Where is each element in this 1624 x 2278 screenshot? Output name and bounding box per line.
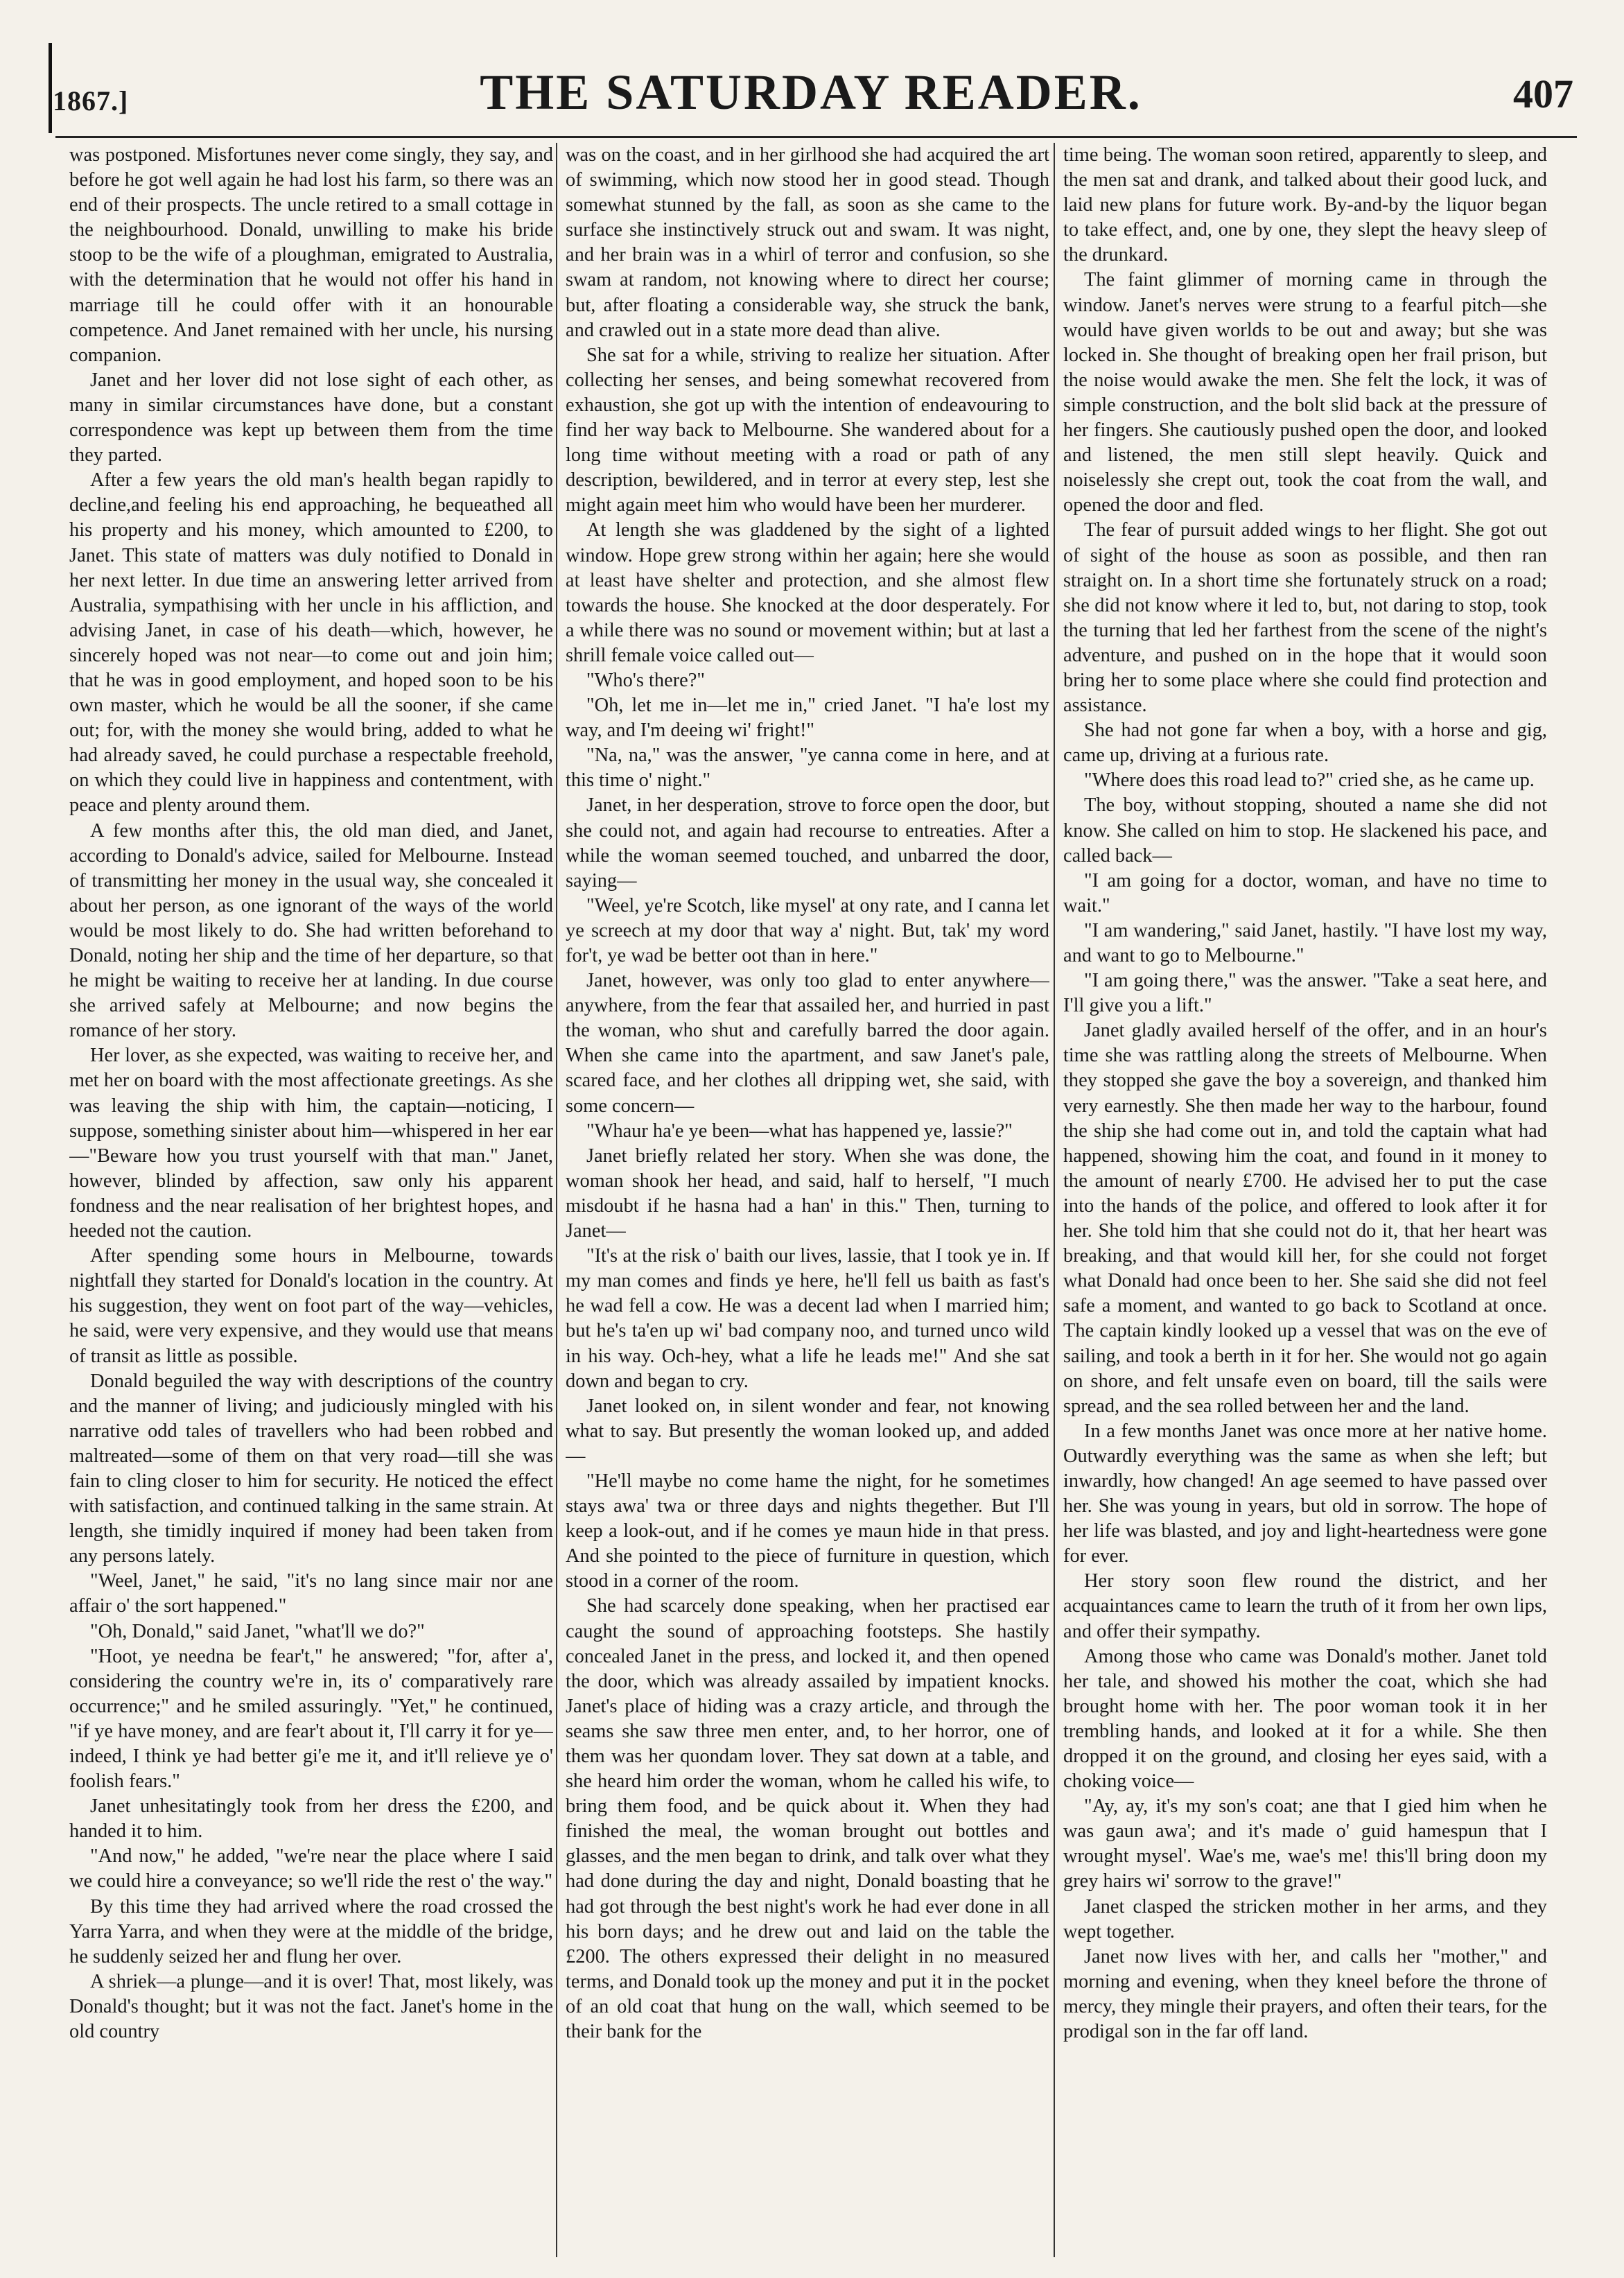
paragraph: Janet now lives with her, and calls her "mother," and morning and evening, when they kneel before the throne of mercy, they mingle their prayers, and often their tears, for the prodigal son in the far off land.: [1063, 1945, 1547, 2043]
paragraph: was postponed. Misfortunes never come singly, they say, and before he got well again he had lost his farm, so there was an end of their prospects. The uncle retired to a small cottage in the neighbourhood. Donald, unwilling to make his bride stoop to be the wife of a ploughman, emigrated to Australia, with the determination that he would not offer his hand in marriage till he could offer with it an honourable competence. And Janet remained with her uncle, his nursing companion.: [69, 144, 553, 366]
page-number: 407: [1513, 71, 1573, 116]
paragraph: time being. The woman soon retired, apparently to sleep, and the men sat and drank, and talked about their good luck, and laid new plans for future work. By-and-by the liquor began to take effect, and, one by one, they slept the heavy sleep of the drunkard.: [1063, 144, 1547, 266]
column-divider-2: [1054, 143, 1055, 2257]
paragraph: Janet looked on, in silent wonder and fear, not knowing what to say. But presently the woman looked up, and added—: [566, 1395, 1049, 1467]
paragraph: "Weel, Janet," he said, "it's no lang since mair nor ane affair o' the sort happened.": [69, 1570, 553, 1617]
paragraph: "Ay, ay, it's my son's coat; ane that I gied him when he was gaun awa'; and it's made o' guid hamespun that I wrought mysel'. Wae's me, wae's me! this'll bring doon my grey hairs wi' sorrow to the grave!": [1063, 1796, 1547, 1893]
paragraph: Donald beguiled the way with descriptions of the country and the manner of living; and judiciously mingled with his narrative odd tales of travellers who had been robbed and maltreated—some of them on that very road—till she was fain to cling closer to him for security. He noticed the effect with satisfaction, and continued talking in the same strain. At length, she timidly inquired if money had been taken from any persons lately.: [69, 1370, 553, 1567]
paragraph: By this time they had arrived where the road crossed the Yarra Yarra, and when they were at the middle of the bridge, he suddenly seized her and flung her over.: [69, 1895, 553, 1967]
paragraph: "I am going for a doctor, woman, and have no time to wait.": [1063, 869, 1547, 916]
paragraph: A shriek—a plunge—and it is over! That, most likely, was Donald's thought; but it was not the fact. Janet's home in the old country: [69, 1970, 553, 2043]
paragraph: Janet gladly availed herself of the offer, and in an hour's time she was rattling along the streets of Melbourne. When they stopped she gave the boy a sovereign, and thanked him very earnestly. She then made her way to the harbour, found the ship she had come out in, and told the captain what had happened, showing him the coat, and found in it money to the amount of nearly £700. He advised her to put the case into the hands of the police, and offered to look after it for her. She told him that she could not do it, that her heart was breaking, and that would kill her, for she could not forget what Donald had once been to her. She said she did not feel safe a moment, and wanted to go back to Scotland at once. The captain kindly looked up a vessel that was on the eve of sailing, and took a berth in it for her. She would not go again on shore, and felt unsafe even on board, till the sails were spread, and the sea rolled between her and the land.: [1063, 1020, 1547, 1417]
paragraph: She had not gone far when a boy, with a horse and gig, came up, driving at a furious rate.: [1063, 720, 1547, 767]
paragraph: In a few months Janet was once more at her native home. Outwardly everything was the same as when she left; but inwardly, how changed! An age seemed to have passed over her. She was young in years, but old in sorrow. The hope of her life was blasted, and joy and light-heartedness were gone for ever.: [1063, 1420, 1547, 1567]
paragraph: "Who's there?": [586, 669, 705, 691]
paragraph: "Whaur ha'e ye been—what has happened ye, lassie?": [586, 1120, 1013, 1142]
paragraph: At length she was gladdened by the sight of a lighted window. Hope grew strong within her again; here she would at least have shelter and protection, and she almost flew towards the house. She knocked at the door desperately. For a while there was no sound or movement within; but at last a shrill female voice called out—: [566, 519, 1049, 666]
paragraph: After spending some hours in Melbourne, towards nightfall they started for Donald's location in the country. At his suggestion, they went on foot part of the way—vehicles, he said, were very expensive, and they would use that means of transit as little as possible.: [69, 1245, 553, 1367]
paragraph: The boy, without stopping, shouted a name she did not know. She called on him to stop. He slackened his pace, and called back—: [1063, 794, 1547, 867]
paragraph: "Where does this road lead to?" cried she, as he came up.: [1084, 770, 1535, 792]
paragraph: Her lover, as she expected, was waiting to receive her, and met her on board with the most affectionate greetings. As she was leaving the ship with him, the captain—noticing, I suppose, something sinister about him—whispered in her ear—"Beware how you trust yourself with that man." Janet, however, blinded by affection, saw only his apparent fondness and the near realisation of her brightest hopes, and heeded not the caution.: [69, 1045, 553, 1242]
paragraph: Janet clasped the stricken mother in her arms, and they wept together.: [1063, 1895, 1547, 1942]
header-rule: [55, 136, 1577, 138]
paragraph: "Oh, let me in—let me in," cried Janet. "I ha'e lost my way, and I'm deeing wi' fright!": [566, 695, 1049, 742]
paragraph: The fear of pursuit added wings to her flight. She got out of sight of the house as soon as possible, and then ran straight on. In a short time she fortunately struck on a road; she did not know where it led to, but, not daring to stop, took the turning that led her farthest from the scene of the night's adventure, and pushed on in the hope that it would soon bring her to some place where she could find protection and assistance.: [1063, 519, 1547, 717]
paragraph: "Oh, Donald," said Janet, "what'll we do?": [90, 1620, 425, 1642]
column-1: [69, 143, 553, 2257]
publication-title: THE SATURDAY READER.: [480, 64, 1142, 120]
paragraph: Janet, in her desperation, strove to force open the door, but she could not, and again had recourse to entreaties. After a while the woman seemed touched, and unbarred the door, saying—: [566, 794, 1049, 892]
paragraph: "I am wandering," said Janet, hastily. "I have lost my way, and want to go to Melbourne.": [1063, 919, 1547, 966]
paragraph: After a few years the old man's health began rapidly to decline,and feeling his end approaching, he bequeathed all his property and his money, which amounted to £200, to Janet. This state of matters was duly notified to Donald in her next letter. In due time an answering letter arrived from Australia, sympathising with her uncle in his affliction, and advising Janet, in case of his death—which, however, he sincerely hoped was not near—to come out and join him; that he was in good employment, and hoped soon to be his own master, which he would be all the sooner, if she came out; for, with the money she would bring, added to what he had already saved, he could purchase a respectable freehold, on which they could live in happiness and contentment, with peace and plenty around them.: [69, 469, 553, 817]
paragraph: Janet and her lover did not lose sight of each other, as many in similar circumstances have done, but a constant correspondence was kept up between them from the time they parted.: [69, 369, 553, 467]
paragraph: Janet briefly related her story. When she was done, the woman shook her head, and said, half to herself, "I much misdoubt if he hasna had a han' in this." Then, turning to Janet—: [566, 1145, 1049, 1242]
paragraph: Her story soon flew round the district, and her acquaintances came to learn the truth of it from her own lips, and offer their sympathy.: [1063, 1570, 1547, 1642]
paragraph: "And now," he added, "we're near the place where I said we could hire a conveyance; so we'll ride the rest o' the way.": [69, 1845, 553, 1893]
paragraph: The faint glimmer of morning came in through the window. Janet's nerves were strung to a fearful pitch—she would have given worlds to be out and away; but she was locked in. She thought of breaking open her frail prison, but the noise would awake the men. She felt the lock, it was of simple construction, and the bolt slid back at the pressure of her fingers. She cautiously pushed open the door, and looked and listened, the men still slept heavily. Quick and noiselessly she crept out, took the coat from the wall, and opened the door and fled.: [1063, 269, 1547, 516]
paragraph: "Hoot, ye needna be fear't," he answered; "for, after a', considering the country we're in, its o' comparatively rare occurrence;" and he smiled assuringly. "Yet," he continued, "if ye have money, and are fear't about it, I'll carry it for ye—indeed, I think ye had better gi'e me it, and it'll relieve ye o' foolish fears.": [69, 1645, 553, 1793]
paragraph: A few months after this, the old man died, and Janet, according to Donald's advice, sailed for Melbourne. Instead of transmitting her money in the usual way, she concealed it about her person, as one ignorant of the ways of the world would be most likely to do. She had written beforehand to Donald, noting her ship and the time of her departure, so that he might be waiting to receive her at landing. In due course she arrived safely at Melbourne; and now begins the romance of her story.: [69, 819, 553, 1042]
paragraph: She had scarcely done speaking, when her practised ear caught the sound of approaching footsteps. She hastily concealed Janet in the press, and locked it, and then opened the door, which was already assailed by impatient knocks. Janet's place of hiding was a crazy article, and through the seams she saw three men enter, and, to her horror, one of them was her quondam lover. They sat down at a table, and she heard him order the woman, whom he called his wife, to bring them food, and be quick about it. When they had finished the meal, the woman brought out bottles and glasses, and the men began to drink, and talk over what they had done during the day and night, Donald boasting that he had got through the best night's work he had ever done in all his born days; and he drew out and laid on the table the £200. The others expressed their delight in no measured terms, and Donald took up the money and put it in the pocket of an old coat that hung on the wall, which seemed to be their bank for the: [566, 1595, 1049, 2043]
paragraph: "I am going there," was the answer. "Take a seat here, and I'll give you a lift.": [1063, 970, 1547, 1017]
paragraph: "It's at the risk o' baith our lives, lassie, that I took ye in. If my man comes and finds ye here, he'll fell us baith as fast's he wad fell a cow. He was a decent lad when I married him; but he's ta'en up wi' bad company noo, and turned unco wild in his way. Och-hey, what a life he leads me!" And she sat down and began to cry.: [566, 1245, 1049, 1392]
paragraph: Among those who came was Donald's mother. Janet told her tale, and showed his mother the coat, which she had brought home with her. The poor woman took it in her trembling hands, and looked at it for a while. She then dropped it on the ground, and closing her eyes said, with a choking voice—: [1063, 1645, 1547, 1793]
paragraph: "Na, na," was the answer, "ye canna come in here, and at this time o' night.": [566, 745, 1049, 792]
paragraph: Janet unhesitatingly took from her dress the £200, and handed it to him.: [69, 1796, 553, 1843]
paragraph: Janet, however, was only too glad to enter anywhere—anywhere, from the fear that assailed her, and hurried in past the woman, who shut and carefully barred the door again. When she came into the apartment, and saw Janet's pale, scared face, and her clothes all dripping wet, she said, with some concern—: [566, 970, 1049, 1117]
column-divider-1: [556, 143, 557, 2257]
column-3: [1063, 143, 1547, 2257]
header-date: 1867.]: [53, 85, 129, 116]
paragraph: "Weel, ye're Scotch, like mysel' at ony rate, and I canna let ye screech at my door that way a' night. But, tak' my word for't, ye wad be better oot than in here.": [566, 894, 1049, 966]
page-header: [49, 58, 1573, 128]
column-2: [566, 143, 1049, 2257]
paragraph: "He'll maybe no come hame the night, for he sometimes stays awa' twa or three days and nights thegether. But I'll keep a look-out, and if he comes ye maun hide in that press. And she pointed to the piece of furniture in question, which stood in a corner of the room.: [566, 1470, 1049, 1592]
paragraph: She sat for a while, striving to realize her situation. After collecting her senses, and being somewhat recovered from exhaustion, she got up with the intention of endeavouring to find her way back to Melbourne. She wandered about for a long time without meeting with a road or path of any description, bewildered, and in terror at every step, lest she might again meet him who would have been her murderer.: [566, 344, 1049, 516]
paragraph: was on the coast, and in her girlhood she had acquired the art of swimming, which now stood her in good stead. Though somewhat stunned by the fall, as soon as she came to the surface she instinctively struck out and swam. It was night, and her brain was in a whirl of terror and confusion, so she swam at random, not knowing where to direct her course; but, after floating a considerable way, she struck the bank, and crawled out in a state more dead than alive.: [566, 144, 1049, 341]
